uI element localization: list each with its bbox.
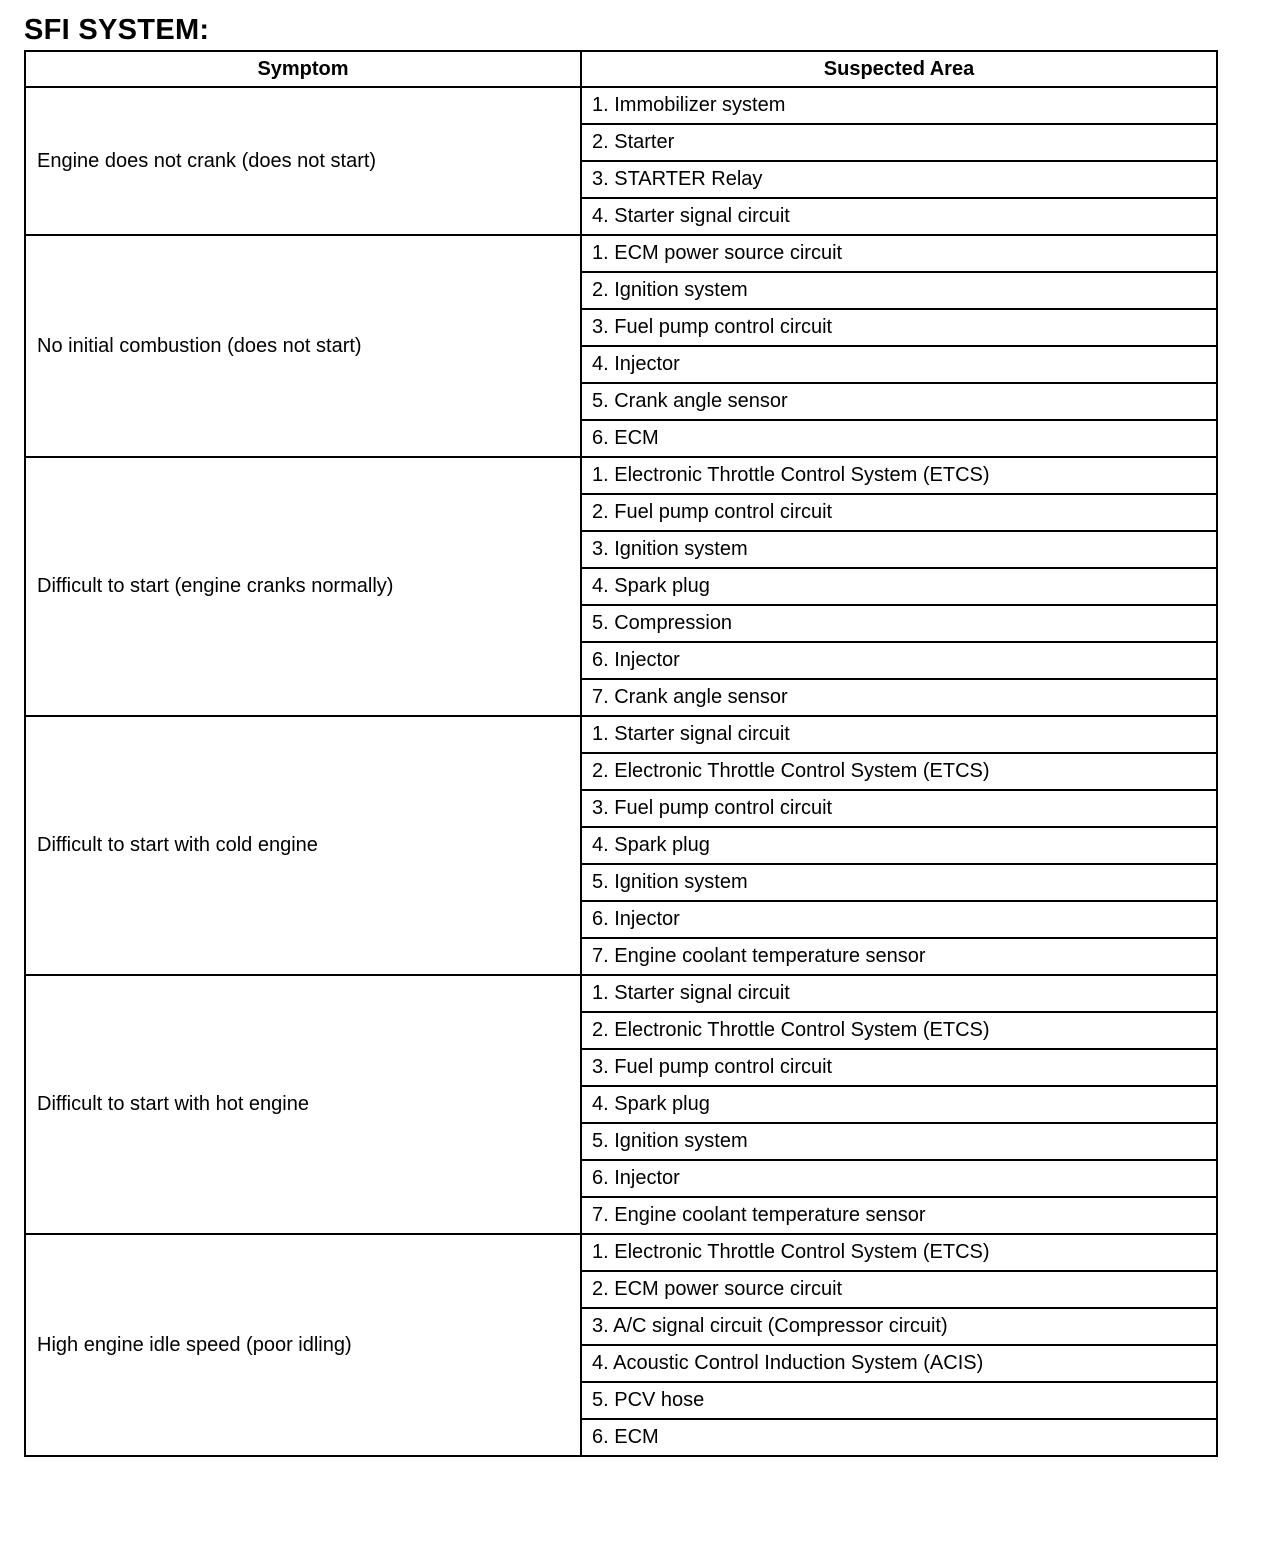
suspected-area-cell: 4. Starter signal circuit bbox=[581, 198, 1217, 235]
suspected-area-cell: 6. ECM bbox=[581, 420, 1217, 457]
suspected-area-cell: 4. Injector bbox=[581, 346, 1217, 383]
symptom-cell: Engine does not crank (does not start) bbox=[25, 87, 581, 235]
page-title: SFI SYSTEM: bbox=[24, 14, 210, 46]
suspected-area-cell: 3. A/C signal circuit (Compressor circuit) bbox=[581, 1308, 1217, 1345]
suspected-area-cell: 4. Acoustic Control Induction System (ACIS) bbox=[581, 1345, 1217, 1382]
suspected-area-cell: 2. Electronic Throttle Control System (ETCS) bbox=[581, 753, 1217, 790]
suspected-area-cell: 6. Injector bbox=[581, 901, 1217, 938]
suspected-area-cell: 2. Fuel pump control circuit bbox=[581, 494, 1217, 531]
suspected-area-cell: 4. Spark plug bbox=[581, 827, 1217, 864]
suspected-area-cell: 1. Starter signal circuit bbox=[581, 975, 1217, 1012]
table-row bbox=[25, 716, 1217, 753]
suspected-area-cell: 2. Electronic Throttle Control System (ETCS) bbox=[581, 1012, 1217, 1049]
table-row bbox=[25, 87, 1217, 124]
suspected-area-cell: 3. Fuel pump control circuit bbox=[581, 309, 1217, 346]
suspected-area-cell: 5. Ignition system bbox=[581, 864, 1217, 901]
symptom-column-header: Symptom bbox=[25, 51, 581, 87]
suspected-area-cell: 3. Ignition system bbox=[581, 531, 1217, 568]
table-row bbox=[25, 457, 1217, 494]
suspected-area-column-header: Suspected Area bbox=[581, 51, 1217, 87]
symptom-cell: No initial combustion (does not start) bbox=[25, 235, 581, 457]
symptom-cell: Difficult to start with hot engine bbox=[25, 975, 581, 1234]
table-row bbox=[25, 1234, 1217, 1271]
suspected-area-cell: 6. Injector bbox=[581, 642, 1217, 679]
suspected-area-cell: 2. Starter bbox=[581, 124, 1217, 161]
table-header-row bbox=[25, 51, 1217, 87]
suspected-area-cell: 1. Electronic Throttle Control System (ETCS) bbox=[581, 457, 1217, 494]
suspected-area-cell: 2. ECM power source circuit bbox=[581, 1271, 1217, 1308]
suspected-area-cell: 1. Starter signal circuit bbox=[581, 716, 1217, 753]
suspected-area-cell: 7. Engine coolant temperature sensor bbox=[581, 938, 1217, 975]
suspected-area-cell: 5. Compression bbox=[581, 605, 1217, 642]
suspected-area-cell: 6. Injector bbox=[581, 1160, 1217, 1197]
suspected-area-cell: 4. Spark plug bbox=[581, 1086, 1217, 1123]
suspected-area-cell: 1. Immobilizer system bbox=[581, 87, 1217, 124]
symptom-table bbox=[24, 50, 1218, 1457]
suspected-area-cell: 3. Fuel pump control circuit bbox=[581, 790, 1217, 827]
suspected-area-cell: 1. Electronic Throttle Control System (ETCS) bbox=[581, 1234, 1217, 1271]
suspected-area-cell: 7. Crank angle sensor bbox=[581, 679, 1217, 716]
symptom-cell: High engine idle speed (poor idling) bbox=[25, 1234, 581, 1456]
suspected-area-cell: 4. Spark plug bbox=[581, 568, 1217, 605]
suspected-area-cell: 5. PCV hose bbox=[581, 1382, 1217, 1419]
suspected-area-cell: 5. Ignition system bbox=[581, 1123, 1217, 1160]
table-row bbox=[25, 975, 1217, 1012]
suspected-area-cell: 5. Crank angle sensor bbox=[581, 383, 1217, 420]
symptom-cell: Difficult to start with cold engine bbox=[25, 716, 581, 975]
table-body bbox=[25, 87, 1217, 1456]
suspected-area-cell: 7. Engine coolant temperature sensor bbox=[581, 1197, 1217, 1234]
suspected-area-cell: 3. STARTER Relay bbox=[581, 161, 1217, 198]
suspected-area-cell: 1. ECM power source circuit bbox=[581, 235, 1217, 272]
suspected-area-cell: 6. ECM bbox=[581, 1419, 1217, 1456]
suspected-area-cell: 3. Fuel pump control circuit bbox=[581, 1049, 1217, 1086]
table-row bbox=[25, 235, 1217, 272]
symptom-cell: Difficult to start (engine cranks normally) bbox=[25, 457, 581, 716]
suspected-area-cell: 2. Ignition system bbox=[581, 272, 1217, 309]
